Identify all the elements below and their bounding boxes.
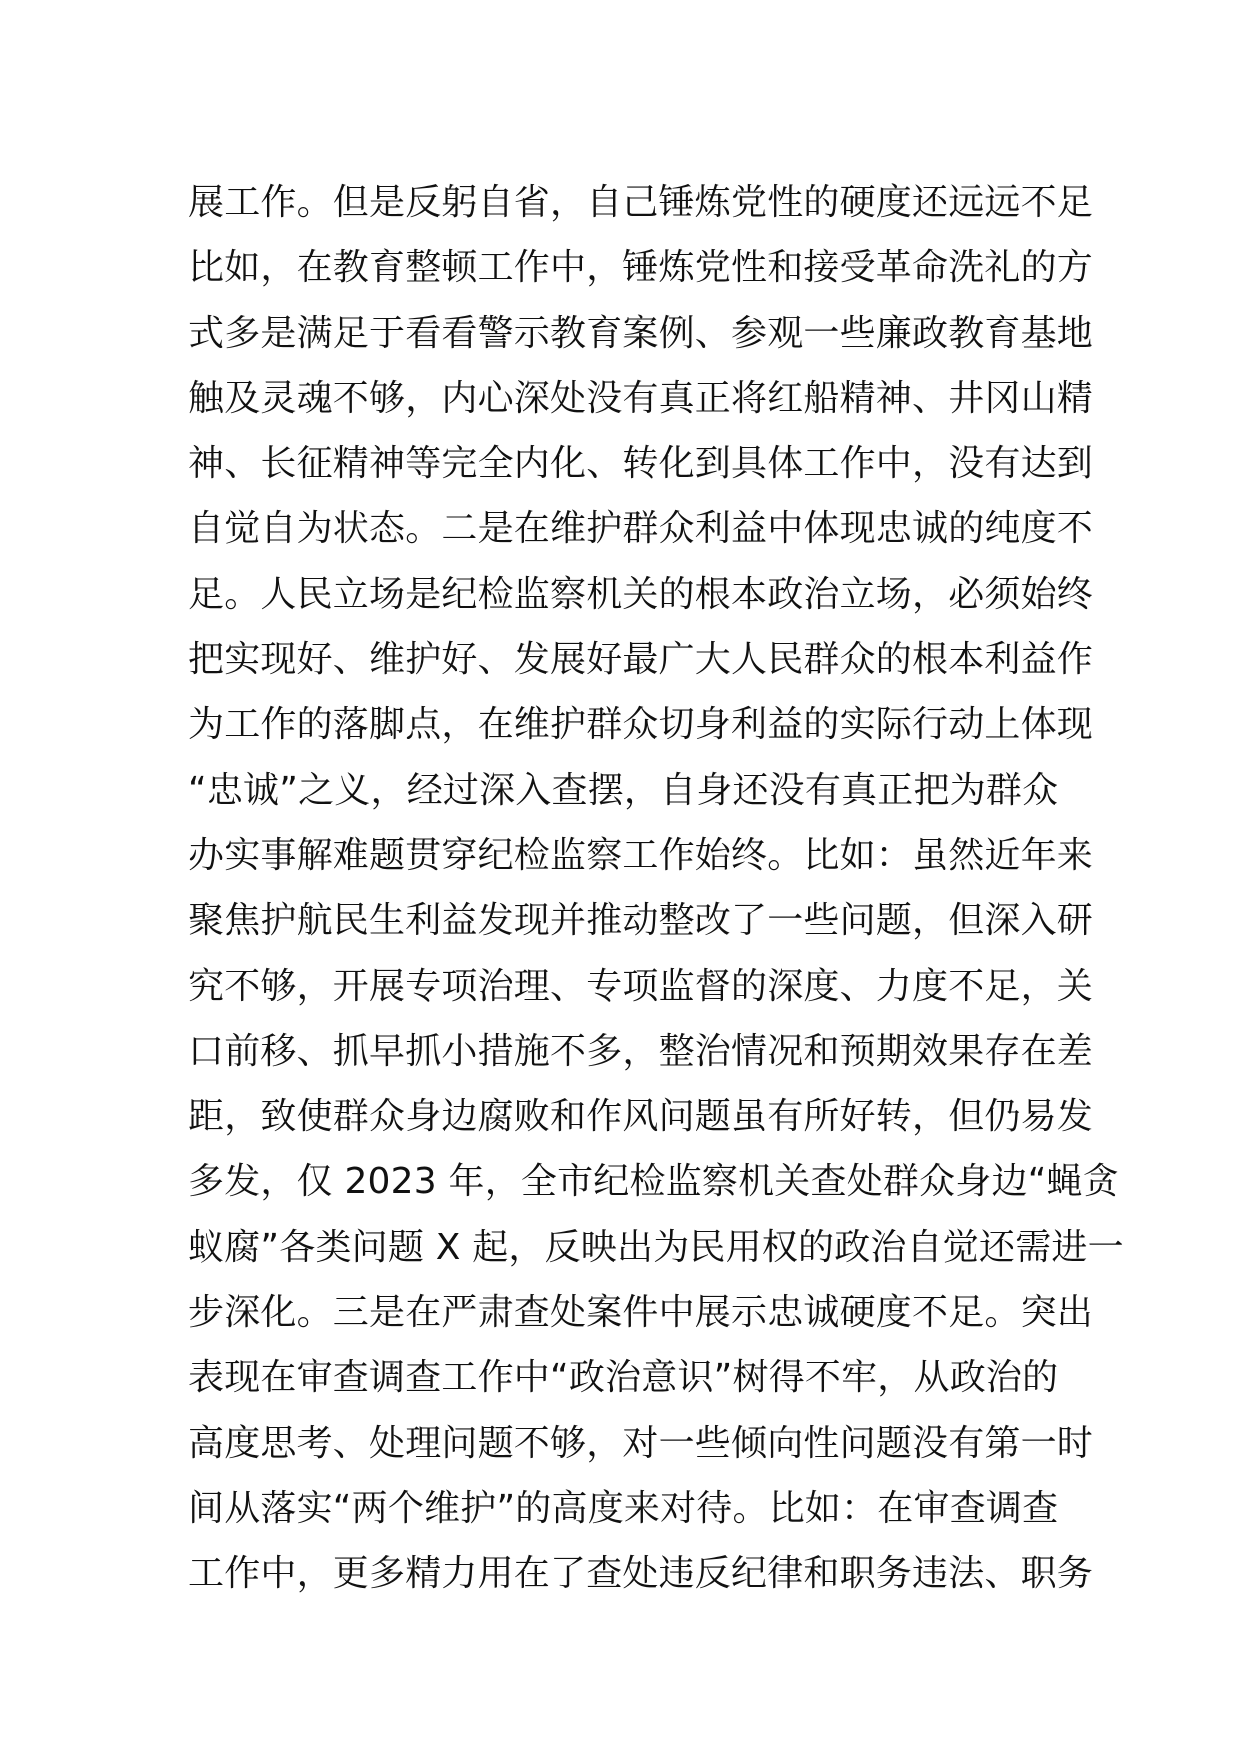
text-line: 展工作。但是反躬自省，自己锤炼党性的硬度还远远不足 [188, 182, 1094, 223]
text-line: 表现在审查调查工作中“政治意识”树得不牢，从政治的 [188, 1357, 1059, 1399]
text-line: 式多是满足于看看警示教育案例、参观一些廉政教育基地 [188, 312, 1094, 354]
text-line: 口前移、抓早抓小措施不多，整治情况和预期效果存在差 [188, 1030, 1094, 1072]
text-line: 多发，仅 2023 年，全市纪检监察机关查处群众身边“蝇贪 [188, 1161, 1119, 1203]
text-line: 聚焦护航民生利益发现并推动整改了一些问题，但深入研 [188, 900, 1094, 942]
text-line: “忠诚”之义，经过深入查摆，自身还没有真正把为群众 [188, 769, 1059, 811]
text-line: 工作中，更多精力用在了查处违反纪律和职务违法、职务 [188, 1553, 1094, 1595]
text-line: 间从落实“两个维护”的高度来对待。比如：在审查调查 [188, 1487, 1059, 1529]
text-line: 把实现好、维护好、发展好最广大人民群众的根本利益作 [188, 639, 1094, 681]
document-body [188, 170, 1124, 1607]
text-line: 办实事解难题贯穿纪检监察工作始终。比如：虽然近年来 [188, 834, 1094, 876]
text-line: 神、长征精神等完全内化、转化到具体工作中，没有达到 [188, 443, 1094, 485]
text-line: 究不够，开展专项治理、专项监督的深度、力度不足，关 [188, 965, 1094, 1007]
text-line: 比如，在教育整顿工作中，锤炼党性和接受革命洗礼的方 [188, 247, 1094, 289]
text-line: 触及灵魂不够，内心深处没有真正将红船精神、井冈山精 [188, 377, 1094, 419]
text-line: 为工作的落脚点，在维护群众切身利益的实际行动上体现 [188, 704, 1094, 746]
text-line: 足。人民立场是纪检监察机关的根本政治立场，必须始终 [188, 573, 1094, 615]
text-line: 步深化。三是在严肃查处案件中展示忠诚硬度不足。突出 [188, 1292, 1094, 1334]
text-line: 高度思考、处理问题不够，对一些倾向性问题没有第一时 [188, 1422, 1094, 1464]
text-line: 蚁腐”各类问题 X 起，反映出为民用权的政治自觉还需进一 [188, 1226, 1124, 1268]
text-line: 距，致使群众身边腐败和作风问题虽有所好转，但仍易发 [188, 1096, 1094, 1138]
text-line: 自觉自为状态。二是在维护群众利益中体现忠诚的纯度不 [188, 508, 1094, 550]
